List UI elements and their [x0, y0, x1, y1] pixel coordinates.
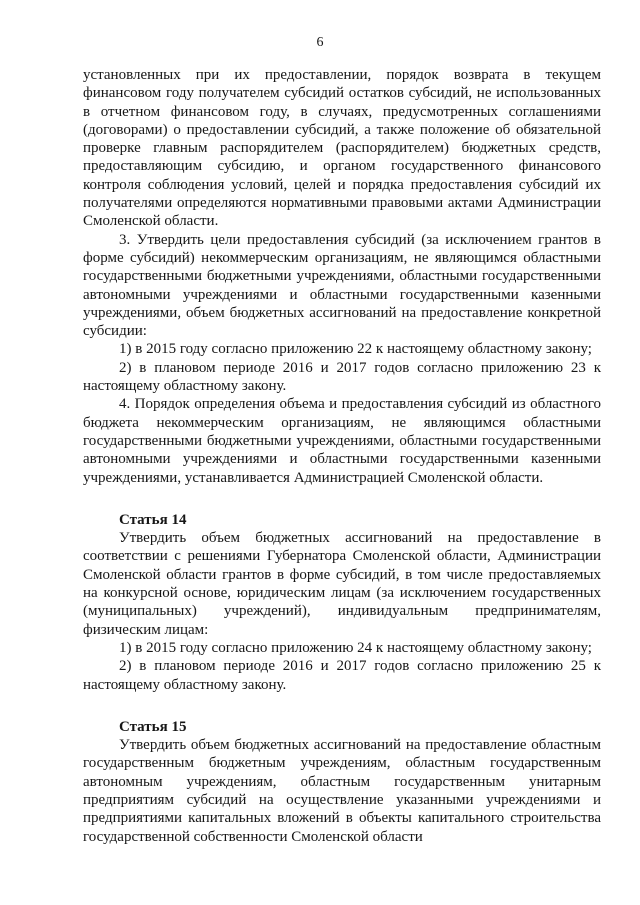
paragraph-continuation: установленных при их предоставлении, порядок возврата в текущем финансовом году получателем субсидий остатков субсидий, не использованных в отчетном финансовом году, в случаях, предусмотренных соглашениями (договорами) о предоставлении субсидий, а также положение об обязательной проверке главным распорядителем (распорядителем) бюджетных средств, предоставляющим субсидию, и органом государственного финансового контроля соблюдения условий, целей и порядка предоставления субсидий их получателями определяются нормативными правовыми актами Администрации Смоленской области. — [83, 67, 601, 230]
document-body — [83, 66, 601, 846]
paragraph-item-3: 3. Утвердить цели предоставления субсидий (за исключением грантов в форме субсидий) некоммерческим организациям, не являющимся областными государственными бюджетными учреждениями, областными государственными автономными учреждениями и областными государственными казенными учреждениями, объем бюджетных ассигнований на предоставление конкретной субсидии: — [83, 231, 601, 340]
paragraph-item-4: 4. Порядок определения объема и предоставления субсидий из областного бюджета некоммерческим организациям, не являющимся областными государственными бюджетными учреждениями, областными государственными автономными учреждениями и областными государственными казенными учреждениями, устанавливается Администрацией Смоленской области. — [83, 396, 601, 486]
article-14-item-1: 1) в 2015 году согласно приложению 24 к настоящему областному закону; — [119, 639, 592, 656]
page-number: 6 — [316, 35, 324, 50]
paragraph-item-3-1: 1) в 2015 году согласно приложению 22 к настоящему областному закону; — [119, 341, 592, 358]
paragraph-item-3-2: 2) в плановом периоде 2016 и 2017 годов согласно приложению 23 к настоящему областному закону. — [83, 359, 601, 395]
article-15-text: Утвердить объем бюджетных ассигнований на предоставление областным государственным бюджетным учреждениям, областным государственным автономным учреждениям, областным государственным унитарным предприятиям субсидий на осуществление указанными учреждениями и предприятиями капитальных вложений в объекты капитального строительства государственной собственности Смоленской области — [83, 737, 601, 845]
article-15-heading: Статья 15 — [119, 718, 187, 735]
article-14-heading: Статья 14 — [119, 511, 187, 528]
article-14-item-2: 2) в плановом периоде 2016 и 2017 годов согласно приложению 25 к настоящему областному закону. — [83, 658, 601, 693]
article-14-text: Утвердить объем бюджетных ассигнований на предоставление в соответствии с решениями Губернатора Смоленской области, Администрации Смоленской области грантов в форме субсидий, в том числе предоставляемых на конкурсной основе, юридическим лицам (за исключением государственных (муниципальных) учреждений), индивидуальным предпринимателям, физическим лицам: — [83, 530, 601, 638]
